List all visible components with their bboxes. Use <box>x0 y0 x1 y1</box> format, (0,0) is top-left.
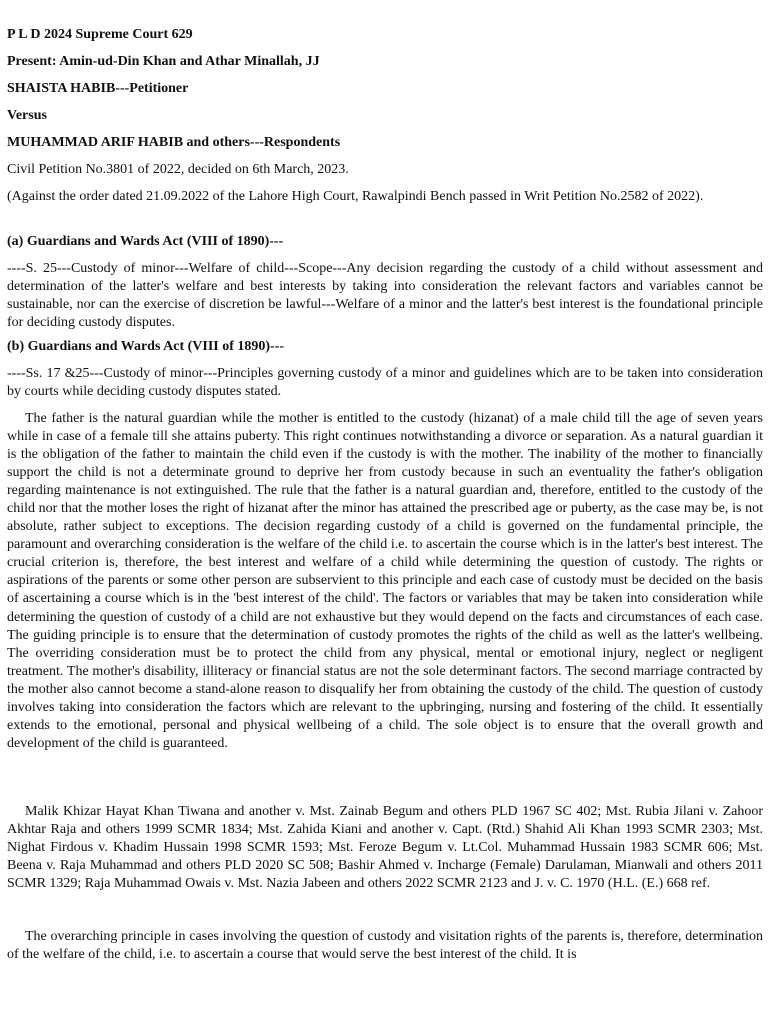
citations-paragraph: Malik Khizar Hayat Khan Tiwana and another v. Mst. Zainab Begum and others PLD 1967 SC 402; Mst. Rubia Jilani v. Zahoor Akhtar Raja and others 1999 SCMR 1834; Mst. Zahida Kiani and another v. Capt. (Rtd.) Shahid Ali Khan 1993 SCMR 2303; Mst. Nighat Firdous v. Khadim Hussain 1998 SCMR 1593; Mst. Feroze Begum v. Lt.Col. Muhammad Hussain 1983 SCMR 606; Mst. Beena v. Raja Muhammad and others PLD 2020 SC 508; Bashir Ahmed v. Incharge (Female) Darulaman, Mianwali and others 2011 SCMR 1329; Raja Muhammad Owais v. Mst. Nazia Jabeen and others 2022 SCMR 2123 and J. v. C. 1970 (H.L. (E.) 668 ref. <box>7 804 763 892</box>
petition-details: Civil Petition No.3801 of 2022, decided on 6th March, 2023. <box>7 162 349 177</box>
petitioner: SHAISTA HABIB---Petitioner <box>7 81 189 96</box>
headnote-text-a: ----S. 25---Custody of minor---Welfare of child---Scope---Any decision regarding the custody of a child without assessment and determination of the latter's welfare and best interests by taking into consideration the relevant factors and variables cannot be sustainable, nor can the exercise of discretion be lawful---Welfare of a minor and the latter's best interest is the foundational principle for deciding custody disputes. <box>7 261 763 331</box>
body-paragraph-continued: The overarching principle in cases involving the question of custody and visitation rights of the parents is, therefore, determination of the welfare of the child, i.e. to ascertain a course that would serve the best interest of the child. It is <box>7 929 763 963</box>
headnote-heading-a: (a) Guardians and Wards Act (VIII of 1890)--- <box>7 234 284 249</box>
judgment-page <box>7 0 763 1024</box>
citation: P L D 2024 Supreme Court 629 <box>7 27 193 42</box>
respondents: MUHAMMAD ARIF HABIB and others---Respondents <box>7 135 341 150</box>
bench: Present: Amin-ud-Din Khan and Athar Minallah, JJ <box>7 54 320 69</box>
body-paragraph: The father is the natural guardian while the mother is entitled to the custody (hizanat) of a male child till the age of seven years while in case of a female till she attains puberty. This right continues notwithstanding a divorce or separation. As a natural guardian it is the obligation of the father to maintain the child even if the custody is with the mother. The inability of the mother to financially support the child is not a determinate ground to deprive her from custody because in such an eventuality the father's obligation regarding maintenance is not extinguished. The rule that the father is a natural guardian and, therefore, entitled to the custody of the child nor that the mother loses the right of hizanat after the minor has attained the prescribed age or puberty, as the case may be, is not absolute, rather subject to exceptions. The decision regarding custody of a child is governed on the fundamental principle, the paramount and overarching consideration is the welfare of the child i.e. to ascertain the course which is in the latter's best interest. The crucial criterion is, therefore, the best interest and welfare of a child while determining the question of custody. The rights or aspirations of the parents or some other person are subservient to this principle and each case of custody must be decided on the basis of ascertaining a course which is in the 'best interest of the child'. The factors or variables that may be taken into consideration while determining the question of custody of a child are not exhaustive but they would depend on the facts and circumstances of each case. The guiding principle is to ensure that the determination of custody promotes the rights of the child as well as the latter's wellbeing. The overriding consideration must be to protect the child from any physical, mental or emotional injury, neglect or negligent treatment. The mother's disability, illiteracy or financial status are not the sole determinant factors. The second marriage contracted by the mother also cannot become a stand-alone reason to disqualify her from obtaining the custody of the child. The question of custody involves taking into consideration the factors which are relevant to the upbringing, nursing and fostering of the child. It essentially extends to the emotional, personal and physical wellbeing of a child. The sole object is to ensure that the overall growth and development of the child is guaranteed. <box>7 411 763 751</box>
headnote-text-b: ----Ss. 17 &25---Custody of minor---Principles governing custody of a minor and guidelines which are to be taken into consideration by courts while deciding custody disputes stated. <box>7 366 763 400</box>
headnote-heading-b: (b) Guardians and Wards Act (VIII of 1890)--- <box>7 339 285 354</box>
appeal-origin: (Against the order dated 21.09.2022 of the Lahore High Court, Rawalpindi Bench passed in Writ Petition No.2582 of 2022). <box>7 189 704 204</box>
versus: Versus <box>7 108 47 123</box>
